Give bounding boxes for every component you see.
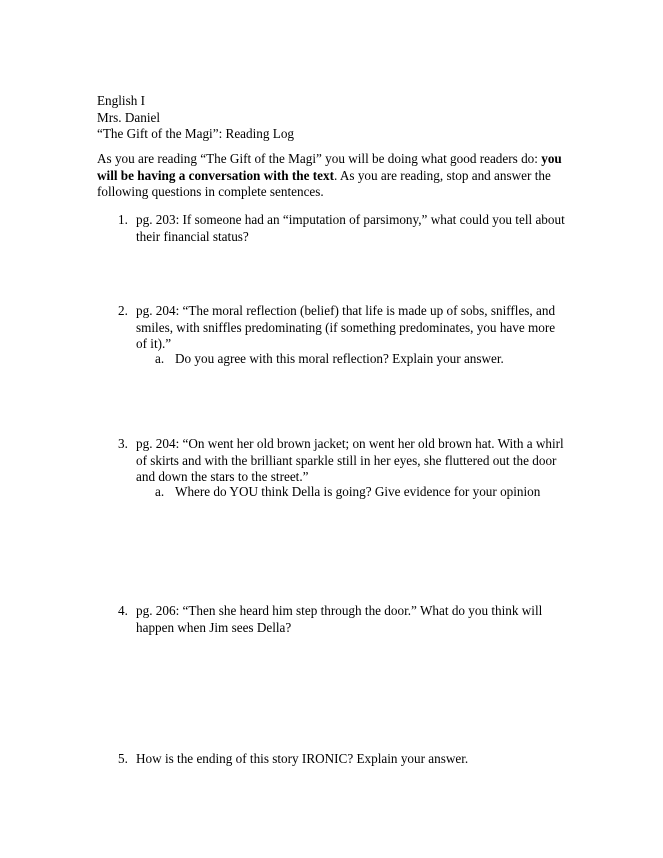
question-number: 4. [118, 603, 128, 618]
instructions-text-2: . As you are reading, stop and answer the following questions in complete sentences. [97, 167, 551, 199]
question-4 [118, 603, 568, 636]
question-3 [118, 436, 568, 486]
question-text: pg. 204: “On went her old brown jacket; on went her old brown hat. With a whirl of skirts and with the brilliant sparkle still in her eyes, she fluttered out the door and down the stars to the street.” [136, 436, 564, 484]
question-text: pg. 206: “Then she heard him step through the door.” What do you think will happen when Jim sees Della? [136, 603, 543, 635]
question-2 [118, 303, 568, 353]
question-5 [118, 751, 568, 768]
teacher-name: Mrs. Daniel [97, 109, 160, 125]
question-number: 3. [118, 436, 128, 451]
instructions-paragraph [97, 151, 567, 201]
sub-question-letter: a. [155, 484, 165, 499]
question-text: pg. 203: If someone had an “imputation of parsimony,” what could you tell about their financial status? [136, 212, 565, 244]
assignment-title: “The Gift of the Magi”: Reading Log [97, 126, 295, 141]
question-text: How is the ending of this story IRONIC? Explain your answer. [136, 751, 469, 766]
course-name: English I [97, 93, 145, 108]
question-text: pg. 204: “The moral reflection (belief) that life is made up of sobs, sniffles, and smiles, with sniffles predominating (if something predominates, you have more of it).” [136, 303, 556, 351]
question-number: 2. [118, 303, 128, 318]
question-2-sub-a [155, 351, 575, 368]
sub-question-letter: a. [155, 351, 165, 366]
sub-question-text: Do you agree with this moral reflection? Explain your answer. [175, 351, 504, 366]
question-3-sub-a [155, 484, 575, 501]
sub-question-text: Where do YOU think Della is going? Give evidence for your opinion [175, 484, 541, 499]
question-number: 1. [118, 212, 128, 227]
instructions-bold-text: you will be having a conversation with the text [97, 151, 562, 183]
question-number: 5. [118, 751, 128, 766]
question-1 [118, 212, 568, 245]
document-header [97, 93, 294, 143]
instructions-text-1: As you are reading “The Gift of the Magi” you will be doing what good readers do: [97, 151, 542, 166]
